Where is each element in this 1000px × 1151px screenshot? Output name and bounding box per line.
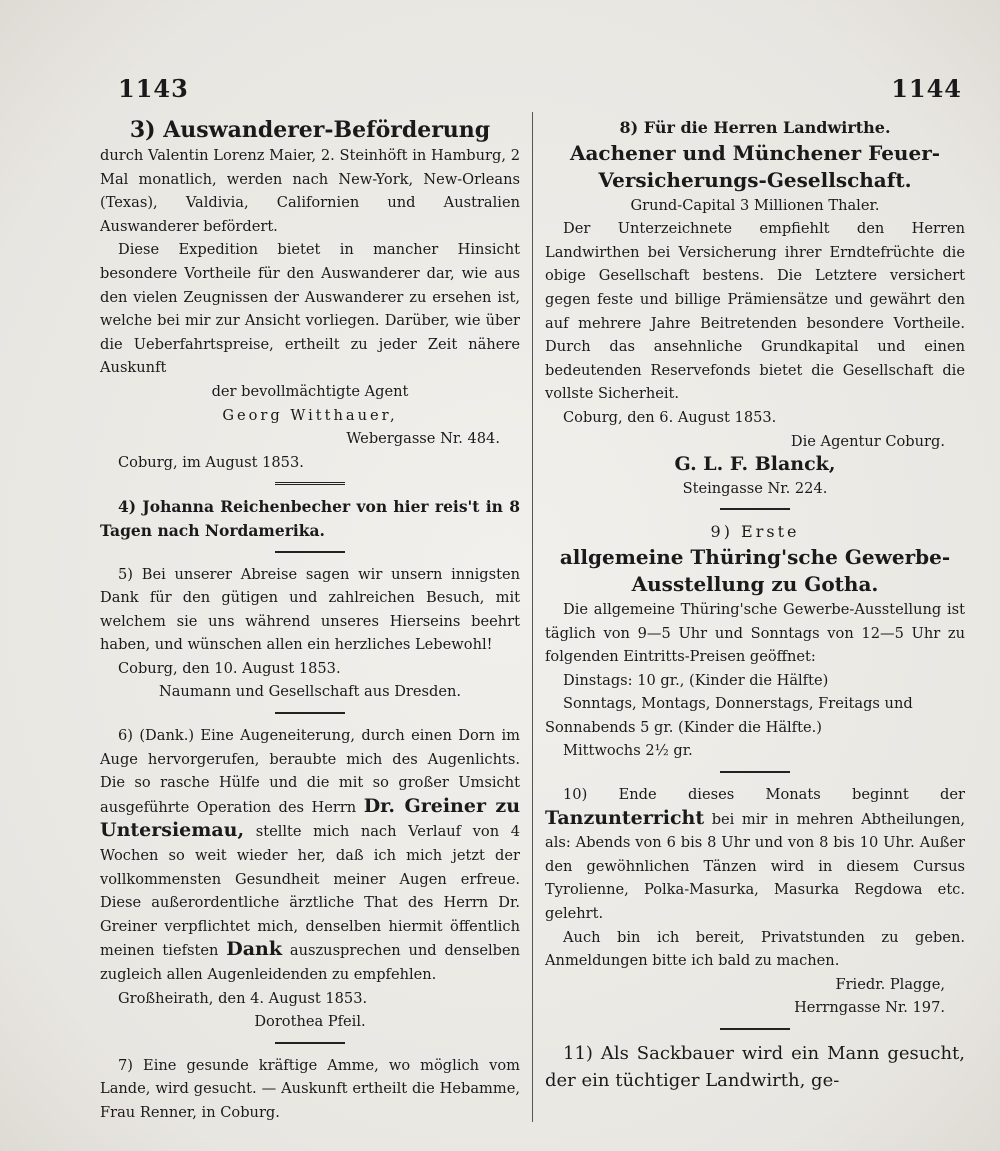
ad-emigration-notice [100,495,520,552]
ad-signature: Friedr. Plagge, [835,975,945,993]
ad-text: 11) Als Sackbauer wird ein Mann gesucht, der ein tüchtiger Landwirth, ge- [545,1043,965,1091]
ad-heading: Aachener und Münchener Feuer-Versicherungs-Gesellschaft. [569,140,941,192]
ad-thanks [100,724,520,1044]
ad-signature: Herrngasse Nr. 197. [794,999,945,1017]
ad-text-intro: 6) (Dank.) Eine Augeneiterung, durch einen Dorn im Auge hervorgerufen, beraubte mich des Augenlichts. Die so rasche Hülfe und die mit so großer Umsicht ausgeführte Operation des Herrn [100,727,520,816]
ad-farm-hand [545,1040,965,1094]
ad-fire-insurance [545,116,965,510]
ad-text: 5) Bei unserer Abreise sagen wir unsern innigsten Dank für den gütigen und zahlreichen Besuch, mit welchem sie uns während unseres Hierseins beehrt haben, und wünschen allen ein herzliches Lebewohl! [100,565,520,654]
ad-text-body: bei mir in mehren Abtheilungen, als: Abends von 6 bis 8 Uhr und von 8 bis 10 Uhr. Außer den gewöhnlichen Tänzen wird in diesem Cursus Tyrolienne, Polka-Masurka, Masurka Regdowa etc. gelehrt. [545,810,965,923]
ad-date: Großheirath, den 4. August 1853. [118,989,368,1007]
page-number-left: 1143 [118,74,189,103]
ad-text: 7) Eine gesunde kräftige Amme, wo möglich vom Lande, wird gesucht. — Auskunft ertheilt die Hebamme, Frau Renner, in Coburg. [100,1056,520,1121]
ad-farewell [100,563,520,715]
ad-dance-lessons [545,783,965,1030]
ad-text [545,783,965,926]
ad-signature: Die Agentur Coburg. [790,432,945,450]
ad-text: Diese Expedition bietet in mancher Hinsicht besondere Vortheile für den Auswanderer dar, wie aus den vielen Zeugnissen der Auswanderer zu ersehen ist, welche bei mir zur Ansicht vorliegen. Darüber, wie über die Ueberfahrtspreise, ertheilt zu jeder Zeit nähere Auskunft [100,241,520,377]
ad-heading: 3) Auswanderer-Beförderung [129,117,491,143]
separator-rule [275,712,345,714]
column-divider [532,112,533,1122]
ad-signature: Georg Witthauer, [222,406,398,424]
ad-emigrant-transport [100,116,520,485]
ad-text-mid: stellte mich nach Verlauf von 4 Wochen so weit wieder her, daß ich mich jetzt der vollkommensten Gesundheit meiner Augen erfreue. Diese außerordentliche ärztliche That des Herrn Dr. Greiner verpflichtet mich, denselben hiermit öffentlich meinen tiefsten [100,823,521,960]
ad-date: Coburg, im August 1853. [118,453,304,471]
separator-rule [720,508,790,510]
page-number-right: 1144 [891,74,962,103]
left-column [100,116,520,1135]
ad-heading: 8) Für die Herren Landwirthe. [619,118,891,137]
ad-heading: 9) Erste [710,522,800,542]
ad-signature: Dorothea Pfeil. [254,1013,366,1031]
ad-signature: Naumann und Gesellschaft aus Dresden. [158,683,462,701]
ad-doctor-name: Dr. Greiner zu Untersiemau, [100,794,521,842]
separator-rule [275,1042,345,1044]
right-column [545,116,965,1104]
ad-wet-nurse [100,1054,520,1125]
ad-text: Auch bin ich bereit, Privatstunden zu geben. Anmeldungen bitte ich bald zu machen. [545,928,965,970]
ad-text: durch Valentin Lorenz Maier, 2. Steinhöft in Hamburg, 2 Mal monatlich, werden nach New-York, New-Orleans (Texas), Valdivia, Californien und Australien Auswanderer befördert. [100,147,520,235]
ad-dance-word: Tanzunterricht [545,806,705,829]
ad-trade-exhibition [545,520,965,773]
ad-text-end: auszusprechen und denselben zugleich allen Augenleidenden zu empfehlen. [100,942,521,983]
separator-rule [275,482,345,485]
ad-text: 4) Johanna Reichenbecher von hier reis't in 8 Tagen nach Nordamerika. [100,497,520,540]
ad-capital: Grund-Capital 3 Millionen Thaler. [630,196,880,214]
ad-text: Die allgemeine Thüring'sche Gewerbe-Ausstellung ist täglich von 9—5 Uhr und Sonntags von 12—5 Uhr zu folgenden Eintritts-Preisen geöffnet: [545,600,965,666]
separator-rule [720,1028,790,1030]
ad-signature: der bevollmächtigte Agent [211,382,409,400]
ad-text: Der Unterzeichnete empfiehlt den Herren Landwirthen bei Versicherung ihrer Erndtefrüchte die obige Gesellschaft bestens. Die Letztere versichert gegen feste und billige Prämiensätze und gewährt den auf mehrere Jahre Beitretenden besondere Vortheile. Durch das ansehnliche Grundkapital und einen bedeutenden Reservefonds bietet die Gesellschaft die vollste Sicherheit. [545,220,965,403]
ad-text [100,724,520,987]
ad-thanks-word: Dank [226,938,283,961]
ad-price: Dinstags: 10 gr., (Kinder die Hälfte) [563,671,829,689]
ad-price: Mittwochs 2½ gr. [563,742,693,760]
separator-rule [275,551,345,553]
separator-rule [720,771,790,773]
ad-date: Coburg, den 10. August 1853. [118,659,341,677]
ad-signature: Webergasse Nr. 484. [346,430,500,448]
ad-date: Coburg, den 6. August 1853. [563,408,777,426]
ad-heading: allgemeine Thüring'sche Gewerbe-Ausstellung zu Gotha. [559,544,951,596]
ad-price: Sonntags, Montags, Donnerstags, Freitags und Sonnabends 5 gr. (Kinder die Hälfte.) [545,695,913,736]
ad-signature: G. L. F. Blanck, [674,453,836,476]
ad-signature: Steingasse Nr. 224. [682,479,828,497]
ad-text-intro: 10) Ende dieses Monats beginnt der [563,786,965,804]
